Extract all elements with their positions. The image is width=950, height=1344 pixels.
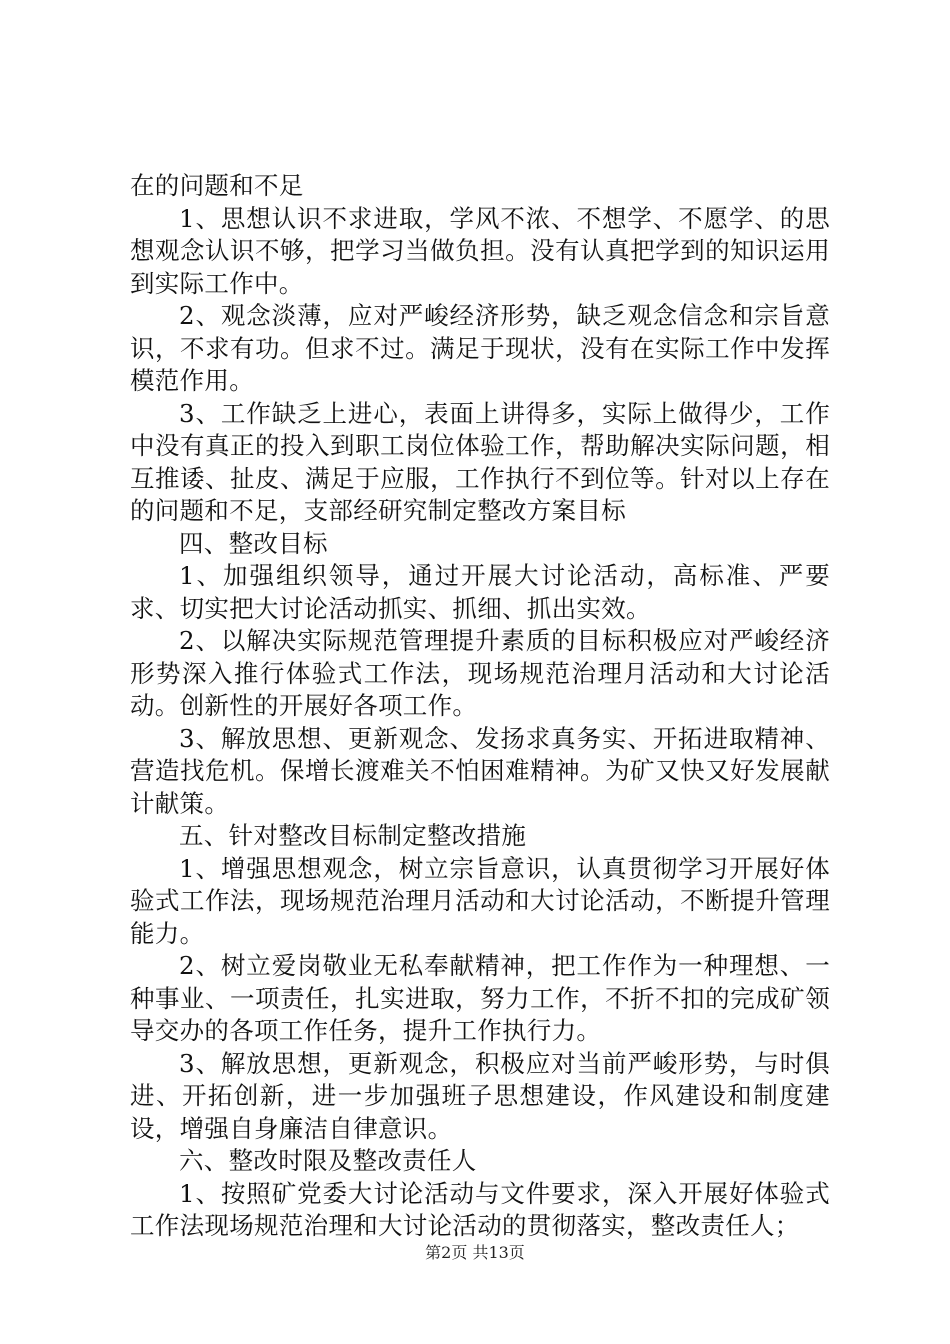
paragraph-measure-3: 3、解放思想，更新观念，积极应对当前严峻形势，与时俱进、开拓创新，进一步加强班子思想建设，作风建设和制度建设，增强自身廉洁自律意识。: [130, 1048, 830, 1143]
document-body: [130, 170, 830, 1243]
paragraph-problem-3: 3、工作缺乏上进心，表面上讲得多，实际上做得少，工作中没有真正的投入到职工岗位体验工作，帮助解决实际问题，相互推诿、扯皮、满足于应服，工作执行不到位等。针对以上存在的问题和不足，支部经研究制定整改方案目标: [130, 398, 830, 525]
paragraph-problem-1: 1、思想认识不求进取，学风不浓、不想学、不愿学、的思想观念认识不够，把学习当做负担。没有认真把学到的知识运用到实际工作中。: [130, 203, 830, 298]
paragraph-continuation: 在的问题和不足: [130, 171, 304, 200]
paragraph-goal-3: 3、解放思想、更新观念、发扬求真务实、开拓进取精神、营造找危机。保增长渡难关不怕困难精神。为矿又快又好发展献计献策。: [130, 723, 830, 818]
paragraph-goal-1: 1、加强组织领导，通过开展大讨论活动，高标准、严要求、切实把大讨论活动抓实、抓细、抓出实效。: [130, 561, 830, 623]
page-number-footer: 第2页 共13页: [425, 1243, 525, 1262]
section-heading-measures: 五、针对整改目标制定整改措施: [179, 821, 527, 850]
section-heading-goals: 四、整改目标: [179, 528, 328, 558]
paragraph-goal-2: 2、以解决实际规范管理提升素质的目标积极应对严峻经济形势深入推行体验式工作法，现场规范治理月活动和大讨论活动。创新性的开展好各项工作。: [130, 626, 830, 720]
section-heading-deadline: 六、整改时限及整改责任人: [179, 1146, 477, 1175]
paragraph-deadline-1: 1、按照矿党委大讨论活动与文件要求，深入开展好体验式工作法现场规范治理和大讨论活动的贯彻落实，整改责任人；: [130, 1178, 830, 1240]
paragraph-problem-2: 2、观念淡薄，应对严峻经济形势，缺乏观念信念和宗旨意识，不求有功。但求不过。满足于现状，没有在实际工作中发挥模范作用。: [130, 301, 830, 395]
paragraph-measure-2: 2、树立爱岗敬业无私奉献精神，把工作作为一种理想、一种事业、一项责任，扎实进取，努力工作，不折不扣的完成矿领导交办的各项工作任务，提升工作执行力。: [130, 951, 830, 1045]
paragraph-measure-1: 1、增强思想观念，树立宗旨意识，认真贯彻学习开展好体验式工作法，现场规范治理月活动和大讨论活动，不断提升管理能力。: [130, 853, 830, 948]
